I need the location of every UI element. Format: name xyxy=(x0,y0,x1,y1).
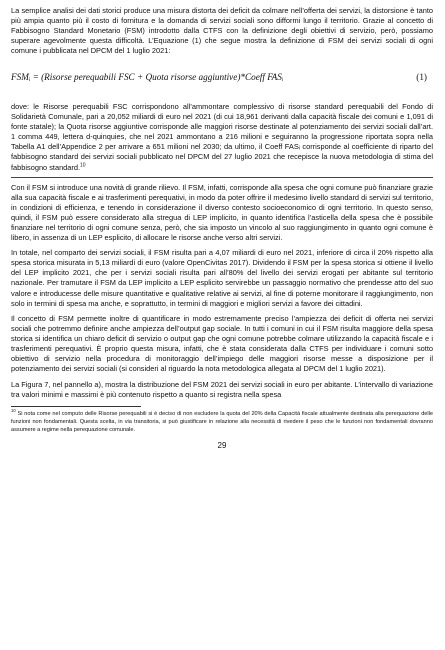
footnote-number: 10 xyxy=(11,408,16,414)
paragraph-totale: In totale, nel comparto dei servizi sociali, il FSM risulta pari a 4,07 miliardi di euro nel 2021, inferiore di circa il 20% rispetto alla spesa storica misurata in 5,13 miliardi di euro (valore OpenCivitas 2017). Dividendo il FSM per la spesa storica si ottiene il livello del LEP implicito 2021, che per i servizi sociali risulta pari all’80% del livello dei servizi erogati per abitante sul territorio nazionale. Per tramutare il FSM da LEP implicito a LEP esplicito servirebbe un passaggio normativo che prendesse atto del suo valore e introducesse delle misure quantitative e qualitative relative ai servizi, al fine di poterne monitorare il raggiungimento, non solo in termini di spesa ma anche, e soprattutto, in termini di maggiori e migliori servizi a favore dei cittadini. xyxy=(11,248,433,308)
paragraph-definitions-text: dove: le Risorse perequabili FSC corrispondono all’ammontare complessivo di risorse standard perequabili del Fondo di Solidarietà Comunale, pari a 20,052 miliardi di euro nel 2021 (di cui 18,961 derivanti dalla capacità fiscale dei comuni e 1,091 di fonte statale); la Quota risorse aggiuntive corrisponde alle maggiori risorse destinate al potenziamento dei servizi sociali dall’art. 1 comma 449, lettera d-quinquies, che nel 2021 ammontano a 216 milioni e seguiranno la progressione riportata sopra nella Tabella A1 dell’Appendice 2 per arrivare a 651 milioni nel 2030; da ultimo, il Coeff FASᵢ corrisponde al coefficiente di riparto del fabbisogno standard dei servizi sociali pubblicato nel DPCM del 27 luglio 2021 che recepisce la nuova metodologia di stima del fabbisogno standard. xyxy=(11,102,433,172)
equation-formula: FSMᵢ = (Risorse perequabili FSC + Quota risorse aggiuntive)*Coeff FASᵢ xyxy=(11,72,284,83)
paragraph-lep-implicito: Con il FSM si introduce una novità di grande rilievo. Il FSM, infatti, corrisponde alla spesa che ogni comune può finanziare grazie alla sua capacità fiscale e ai trasferimenti perequativi, in modo da poter offrire il medesimo livello standard di servizi sul territorio, in condizioni di efficienza, e tenendo in considerazione il diverso contesto socioeconomico di ogni territorio. In questo senso, quindi, il FSM può essere considerato alla stregua di LEP implicito, in quanto identifica l’asticella della spesa che è possibile finanziare nel territorio di ogni comune senza, però, che sia imposto un vincolo al suo raggiungimento in quanto ogni comune è libero, in assenza di un LEP esplicito, di allocare le risorse anche verso altri servizi. xyxy=(11,182,433,242)
footnote-reference[interactable]: 10 xyxy=(80,162,86,169)
footnote-divider xyxy=(11,406,141,407)
section-divider xyxy=(11,177,433,178)
paragraph-definitions xyxy=(11,102,433,172)
equation-fsm xyxy=(11,70,433,84)
footnote-text: Si nota come nel computo delle Risorse perequabili si è deciso di non escludere la quota del 20% della Capacità fiscale attualmente destinata alla perequazione delle funzioni non fondamentali. Questa scelta, in via transitoria, si può giustificare in relazione alla necessità di rivedere il peso che le funzioni non fondamentali dovranno assumere a regime nella perequazione comunale. xyxy=(11,411,434,434)
paragraph-figura-7: La Figura 7, nel pannello a), mostra la distribuzione del FSM 2021 dei servizi sociali in euro per abitante. L’intervallo di variazione tra valori minimi e massimi è più contenuto rispetto a quanto si registra nella spesa xyxy=(11,379,433,399)
equation-number: (1) xyxy=(416,72,427,83)
paragraph-intro: La semplice analisi dei dati storici produce una misura distorta dei deficit da colmare nell’offerta dei servizi, la distorsione è tanto più ampia quanto più il costo di fornitura e la domanda di servizi sociali sono difformi lungo il territorio. Grazie al concetto di Fabbisogno Standard Monetario (FSM) introdotto dalla CTFS con la definizione degli obiettivi di servizio, però, possiamo superare agevolmente questa difficoltà. L’Equazione (1) che segue mostra la definizione di FSM dei servizi sociali di ogni comune i pubblicata nel DPCM del 1 luglio 2021: xyxy=(11,6,433,56)
paragraph-output-gap: Il concetto di FSM permette inoltre di quantificare in modo estremamente preciso l’ampiezza dei deficit di offerta nei servizi sociali che potremmo definire anche ampiezza dell’output gap sociale. In tutti i comuni in cui il FSM risulta maggiore della spesa storica si identifica un chiaro deficit di servizio o output gap che ogni comune potrebbe colmare utilizzando la capacità fiscale e i trasferimenti perequativi. È proprio questa misura, infatti, che è stata considerata dalla CTFS per individuare i comuni sotto obiettivo di servizio nella procedura di monitoraggio dell’impiego delle maggiori risorse messe a disposizione per il potenziamento dei servizi sociali (si consideri al riguardo la nota metodologica allegata al DPCM del 1 luglio 2021). xyxy=(11,314,433,374)
page-number: 29 xyxy=(217,440,227,450)
footnote xyxy=(11,410,433,435)
